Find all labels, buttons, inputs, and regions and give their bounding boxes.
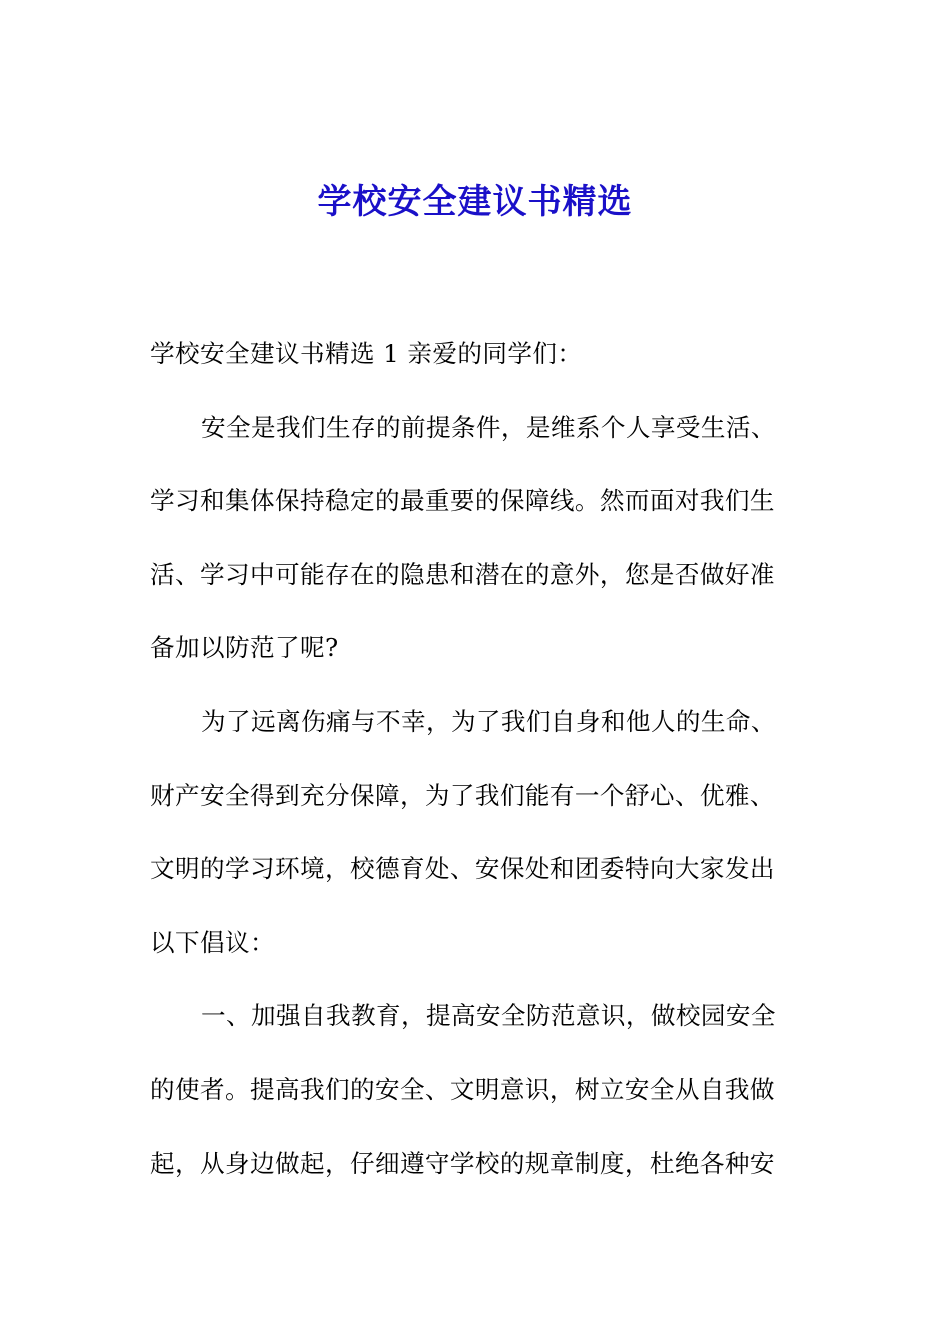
paragraph-line: 文明的学习环境，校德育处、安保处和团委特向大家发出 (150, 854, 775, 884)
paragraph-line: 学习和集体保持稳定的最重要的保障线。然而面对我们生 (150, 486, 775, 516)
paragraph-line: 的使者。提高我们的安全、文明意识，树立安全从自我做 (150, 1074, 775, 1104)
paragraph-line: 为了远离伤痛与不幸，为了我们自身和他人的生命、 (201, 706, 776, 736)
paragraph-line: 安全是我们生存的前提条件，是维系个人享受生活、 (201, 412, 776, 442)
paragraph-line: 备加以防范了呢? (150, 633, 339, 663)
paragraph-line: 活、学习中可能存在的隐患和潜在的意外，您是否做好准 (150, 559, 775, 589)
document-title: 学校安全建议书精选 (317, 182, 633, 222)
paragraph-line: 以下倡议： (150, 927, 275, 957)
paragraph-line: 财产安全得到充分保障，为了我们能有一个舒心、优雅、 (150, 780, 775, 810)
paragraph-line: 一、加强自我教育，提高安全防范意识，做校园安全 (201, 1001, 776, 1031)
paragraph-line: 学校安全建议书精选 1 亲爱的同学们： (150, 339, 583, 368)
document-body (150, 324, 794, 1207)
paragraph-line: 起，从身边做起，仔细遵守学校的规章制度，杜绝各种安 (150, 1148, 775, 1178)
